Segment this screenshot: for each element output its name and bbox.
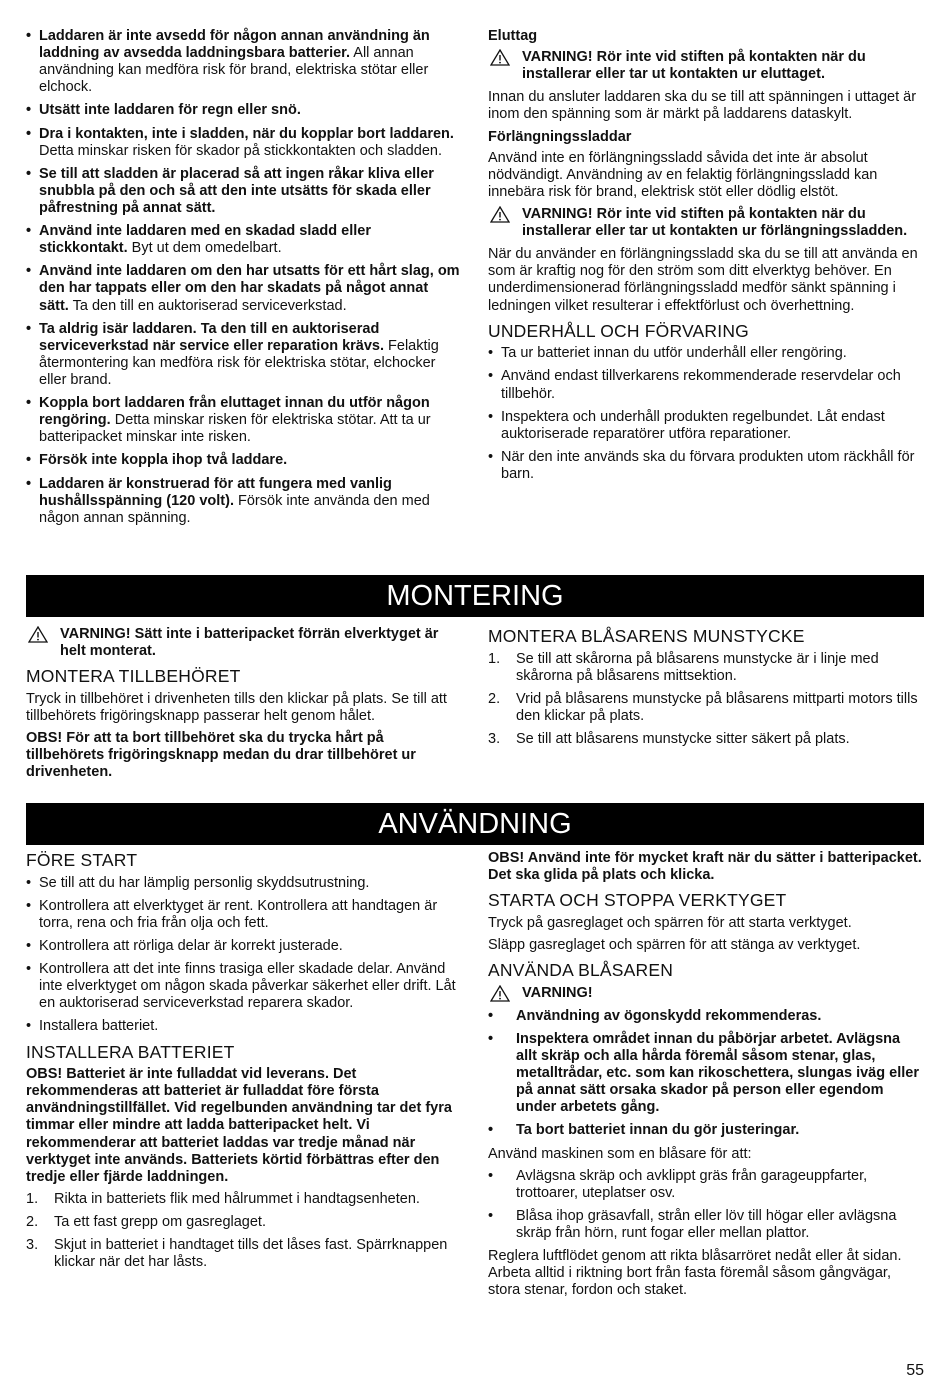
- list-item: • Använd inte laddaren med en skadad sladd eller stickkontakt. Byt ut dem omedelbart.: [26, 223, 462, 257]
- list-item: • Användning av ögonskydd rekommenderas.: [488, 1008, 924, 1025]
- list-item: • Ta bort batteriet innan du gör justeringar.: [488, 1122, 924, 1139]
- list-item: • Laddaren är konstruerad för att fungera med vanlig hushållsspänning (120 volt). Försök inte använda den med någon annan spänning.: [26, 476, 462, 527]
- accessory-heading: MONTERA TILLBEHÖRET: [26, 666, 241, 687]
- battery-note: OBS! Batteriet är inte fulladdat vid leverans. Det rekommenderas att batteriet är fulladdat före första användningstillfället. Vid regelbunden användning tar det fyra timmar eller mindre att ladda batteripacket helt. Vi rekommenderar att batteriet laddas var tredje månad när verktyget inte används. Batteriets körtid förbättras efter den tredje eller fjärde laddningen.: [26, 1066, 452, 1185]
- list-item: • Använd inte laddaren om den har utsatts för ett hårt slag, om den har tappats eller om den har skadats på något annat sätt. Ta den till en auktoriserad serviceverkstad.: [26, 263, 462, 314]
- accessory-text: Tryck in tillbehöret i drivenheten tills den klickar på plats. Se till att tillbehörets frigöringsknapp passerar helt genom hålet.: [26, 690, 447, 724]
- blower-final-text: Reglera luftflödet genom att rikta blåsarröret nedåt eller åt sidan. Arbeta alltid i riktning bort från fasta föremål såsom gångvägar, stora stenar, fordon och staket.: [488, 1248, 902, 1299]
- blower-heading: ANVÄNDA BLÅSAREN: [488, 960, 674, 981]
- blower-intro: Använd maskinen som en blåsare för att:: [488, 1145, 752, 1162]
- list-item: • Ta aldrig isär laddaren. Ta den till en auktoriserad serviceverkstad när service eller reparation krävs. Felaktig återmontering kan medföra risk för elektriska stötar, elchocker eller brand.: [26, 321, 462, 389]
- warning-triangle-icon: [490, 49, 510, 66]
- warning-triangle-icon: [28, 626, 48, 643]
- list-item: 2. Vrid på blåsarens munstycke på blåsarens mittparti motors tills den klickar på plats.: [488, 690, 918, 724]
- eluttag-warning: VARNING! Rör inte vid stiften på kontakten när du installerar eller tar ut kontakten ur eluttaget.: [488, 49, 924, 83]
- list-item: 3. Skjut in batteriet i handtaget tills det låses fast. Spärrknappen klickar när det har låsts.: [26, 1237, 448, 1271]
- charger-safety-list: [26, 28, 462, 527]
- blower-uses-list: [488, 1168, 924, 1242]
- outlet-section: [488, 28, 924, 489]
- warning-triangle-icon: [490, 206, 510, 223]
- before-start-heading: FÖRE START: [26, 850, 138, 870]
- list-item: • Dra i kontakten, inte i sladden, när du kopplar bort laddaren. Detta minskar risken för skador på stickkontakten och sladden.: [26, 126, 462, 160]
- list-item: 2. Ta ett fast grepp om gasreglaget.: [26, 1214, 266, 1231]
- blower-warning: VARNING!: [488, 985, 924, 1002]
- maintenance-heading: UNDERHÅLL OCH FÖRVARING: [488, 320, 749, 341]
- list-item: • Ta ur batteriet innan du utför underhåll eller rengöring.: [488, 345, 924, 362]
- extension-cord-text-2: När du använder en förlängningssladd ska du se till att använda en som är kraftig nog för den ström som ditt elverktyg behöver. En underdimensionerad förlängningssladd medför sänkt spänning i ledningen vilket resulterar i effektförlust och överhettning.: [488, 246, 918, 314]
- eluttag-text: Innan du ansluter laddaren ska du se till att spänningen i uttaget är inom den spänning som är märkt på laddarens dataskylt.: [488, 89, 917, 123]
- before-start-list: [26, 875, 462, 1036]
- force-note: OBS! Använd inte för mycket kraft när du sätter i batteripacket. Det ska glida på plats och klicka.: [488, 850, 922, 884]
- list-item: • Använd endast tillverkarens rekommenderade reservdelar och tillbehör.: [488, 368, 924, 402]
- list-item: • Blåsa ihop gräsavfall, strån eller löv till högar eller avlägsna skräp från hörn, runt fogar eller mellan plattor.: [488, 1208, 924, 1242]
- list-item: • Kontrollera att elverktyget är rent. Kontrollera att handtagen är torra, rena och fria från olja och fett.: [26, 898, 462, 932]
- warning-triangle-icon: [490, 985, 510, 1002]
- list-item: • Utsätt inte laddaren för regn eller snö.: [26, 102, 462, 119]
- assembly-warning: VARNING! Sätt inte i batteripacket förrän elverktyget är helt monterat.: [26, 626, 462, 660]
- start-text: Tryck på gasreglaget och spärren för att starta verktyget.: [488, 914, 852, 931]
- list-item: • Koppla bort laddaren från eluttaget innan du utför någon rengöring. Detta minskar risken för elektriska stötar. Att ta ur batteripacket minskar inte risken.: [26, 395, 462, 446]
- accessory-note: OBS! För att ta bort tillbehöret ska du trycka hårt på tillbehörets frigöringsknapp medan du drar tillbehöret ur drivenheten.: [26, 730, 416, 781]
- extension-cord-warning: VARNING! Rör inte vid stiften på kontakten när du installerar eller tar ut kontakten ur förlängningssladden.: [488, 206, 924, 240]
- montering-banner: MONTERING: [26, 575, 924, 617]
- extension-cord-heading: Förlängningssladdar: [488, 128, 632, 145]
- extension-cord-text: Använd inte en förlängningssladd såvida det inte är absolut nödvändigt. Användning av en felaktig förlängningssladd kan innebära risk för brand, elektrisk stöt eller dödlig elstöt.: [488, 149, 878, 200]
- usage-left: [26, 850, 462, 1277]
- battery-heading: INSTALLERA BATTERIET: [26, 1041, 235, 1062]
- list-item: • Se till att du har lämplig personlig skyddsutrustning.: [26, 875, 462, 892]
- list-item: 1. Se till att skårorna på blåsarens munstycke är i linje med skårorna på blåsarens mittsektion.: [488, 650, 879, 684]
- list-item: • Kontrollera att rörliga delar är korrekt justerade.: [26, 938, 462, 955]
- usage-right: [488, 850, 924, 1304]
- list-item: • Inspektera och underhåll produkten regelbundet. Låt endast auktoriserade reparatörer utföra reparationer.: [488, 409, 924, 443]
- list-item: 1. Rikta in batteriets flik med hålrummet i handtagsenheten.: [26, 1190, 420, 1207]
- stop-text: Släpp gasreglaget och spärren för att stänga av verktyget.: [488, 936, 861, 953]
- anvandning-banner: ANVÄNDNING: [26, 803, 924, 845]
- battery-steps: [26, 1191, 462, 1271]
- list-item: • När den inte används ska du förvara produkten utom räckhåll för barn.: [488, 449, 924, 483]
- assembly-left: [26, 626, 462, 786]
- list-item: • Försök inte koppla ihop två laddare.: [26, 452, 462, 469]
- page-number: 55: [906, 1362, 924, 1379]
- list-item: • Inspektera området innan du påbörjar arbetet. Avlägsna allt skräp och alla hårda föremål såsom stenar, glas, metalltrådar, etc. som kan rikoschettera, slungas iväg eller på annat sätt orsaka skador på person eller egendom under arbetets gång.: [488, 1031, 924, 1117]
- nozzle-heading: MONTERA BLÅSARENS MUNSTYCKE: [488, 626, 805, 646]
- assembly-right: [488, 626, 924, 754]
- list-item: • Se till att sladden är placerad så att ingen råkar kliva eller snubbla på den och så att den inte utsätts för skada eller påfrestning på annat sätt.: [26, 166, 462, 217]
- list-item: • Laddaren är inte avsedd för någon annan användning än laddning av avsedda laddningsbara batterier. All annan användning kan medföra risk för brand, elektriska stötar eller elchock.: [26, 28, 462, 96]
- list-item: • Kontrollera att det inte finns trasiga eller skadade delar. Använd inte elverktyget om någon skada påverkar säkerhet eller drift. Låt en auktoriserad serviceverkstad reparera skador.: [26, 961, 462, 1012]
- maintenance-list: [488, 345, 924, 483]
- list-item: 3. Se till att blåsarens munstycke sitter säkert på plats.: [488, 731, 850, 748]
- start-stop-heading: STARTA OCH STOPPA VERKTYGET: [488, 890, 787, 911]
- blower-safety-list: [488, 1008, 924, 1140]
- charger-safety-section: [26, 28, 462, 533]
- list-item: • Installera batteriet.: [26, 1018, 462, 1035]
- list-item: • Avlägsna skräp och avklippt gräs från garageuppfarter, trottoarer, uteplatser osv.: [488, 1168, 924, 1202]
- eluttag-heading: Eluttag: [488, 28, 538, 44]
- nozzle-steps: [488, 651, 924, 749]
